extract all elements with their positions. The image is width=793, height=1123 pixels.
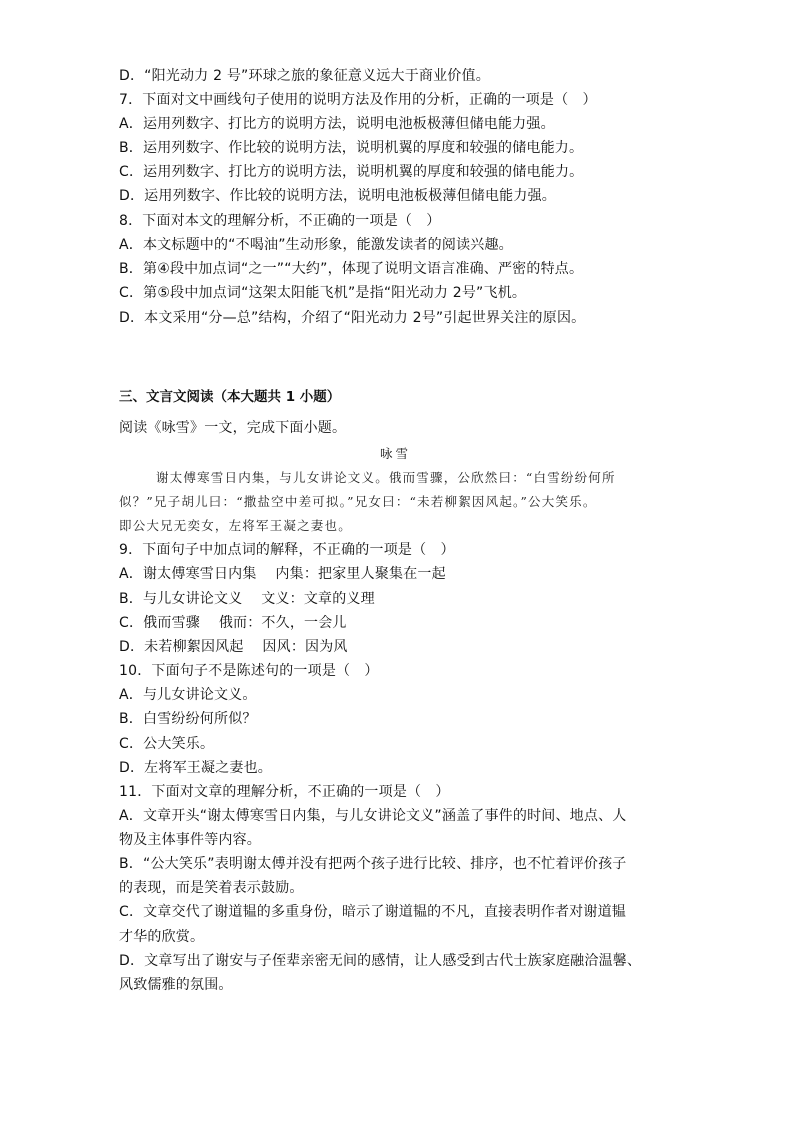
q11-option-d-line-2: 风致儒雅的氛围。 (119, 977, 233, 993)
q10-option-c: C．公大笑乐。 (119, 736, 215, 752)
passage-title: 咏雪 (380, 446, 412, 461)
q10-option-a: A．与儿女讲论文义。 (119, 687, 257, 703)
reading-intro: 阅读《咏雪》一文，完成下面小题。 (119, 420, 347, 436)
q7-option-d: D．运用列数字、作比较的说明方法，说明电池板极薄但储电能力强。 (119, 188, 556, 204)
q11-option-a-line-2: 物及主体事件等内容。 (119, 832, 261, 848)
q11-stem: 11．下面对文章的理解分析，不正确的一项是（ ） (119, 784, 450, 800)
q7-option-a: A．运用列数字、打比方的说明方法，说明电池板极薄但储电能力强。 (119, 116, 555, 132)
q8-option-b: B．第④段中加点词“之一”“大约”，体现了说明文语言准确、严密的特点。 (119, 261, 584, 277)
q11-option-c-line-2: 才华的欣赏。 (119, 929, 205, 945)
q11-option-a-line-1: A．文章开头“谢太傅寒雪日内集，与儿女讲论文义”涵盖了事件的时间、地点、人 (119, 808, 627, 824)
passage-line-2: 似？”兄子胡儿曰：“撒盐空中差可拟。”兄女曰：“未若柳絮因风起。”公大笑乐。 (119, 494, 597, 509)
q7-option-b: B．运用列数字、作比较的说明方法，说明机翼的厚度和较强的储电能力。 (119, 140, 584, 156)
q10-stem: 10．下面句子不是陈述句的一项是（ ） (119, 663, 379, 679)
q6-option-d: D．“阳光动力 2 号”环球之旅的象征意义远大于商业价值。 (119, 68, 490, 84)
q11-option-b-line-1: B．“公大笑乐”表明谢太傅并没有把两个孩子进行比较、排序，也不忙着评价孩子 (119, 856, 627, 872)
q9-stem: 9．下面句子中加点词的解释，不正确的一项是（ ） (119, 542, 455, 558)
q11-option-b-line-2: 的表现，而是笑着表示鼓励。 (119, 880, 304, 896)
q9-option-a: A．谢太傅寒雪日内集 内集：把家里人聚集在一起 (119, 566, 446, 582)
q9-option-b: B．与儿女讲论文义 文义：文章的义理 (119, 591, 375, 607)
passage-line-3: 即公大兄无奕女，左将军王凝之妻也。 (119, 518, 352, 533)
q8-option-d: D．本文采用“分—总”结构，介绍了“阳光动力 2号”引起世界关注的原因。 (119, 310, 586, 326)
q8-option-a: A．本文标题中的“不喝油”生动形象，能激发读者的阅读兴趣。 (119, 237, 513, 253)
q10-option-b: B．白雪纷纷何所似？ (119, 711, 257, 727)
q11-option-c-line-1: C．文章交代了谢道韫的多重身份，暗示了谢道韫的不凡，直接表明作者对谢道韫 (119, 904, 626, 920)
q7-option-c: C．运用列数字、打比方的说明方法，说明机翼的厚度和较强的储电能力。 (119, 164, 584, 180)
q11-option-d-line-1: D．文章写出了谢安与子侄辈亲密无间的感情，让人感受到古代士族家庭融洽温馨、 (119, 953, 642, 969)
q10-option-d: D．左将军王凝之妻也。 (119, 760, 272, 776)
q9-option-c: C．俄而雪骤 俄而：不久，一会儿 (119, 615, 347, 631)
q9-option-d: D．未若柳絮因风起 因风：因为风 (119, 639, 348, 655)
q8-option-c: C．第⑤段中加点词“这架太阳能飞机”是指“阳光动力 2号”飞机。 (119, 285, 527, 301)
section-title: 三、文言文阅读（本大题共 1 小题） (119, 389, 341, 405)
q7-stem: 7．下面对文中画线句子使用的说明方法及作用的分析，正确的一项是（ ） (119, 92, 597, 108)
q8-stem: 8．下面对本文的理解分析，不正确的一项是（ ） (119, 213, 441, 229)
passage-line-1: 谢太傅寒雪日内集，与儿女讲论文义。俄而雪骤，公欣然曰：“白雪纷纷何所 (156, 470, 616, 485)
